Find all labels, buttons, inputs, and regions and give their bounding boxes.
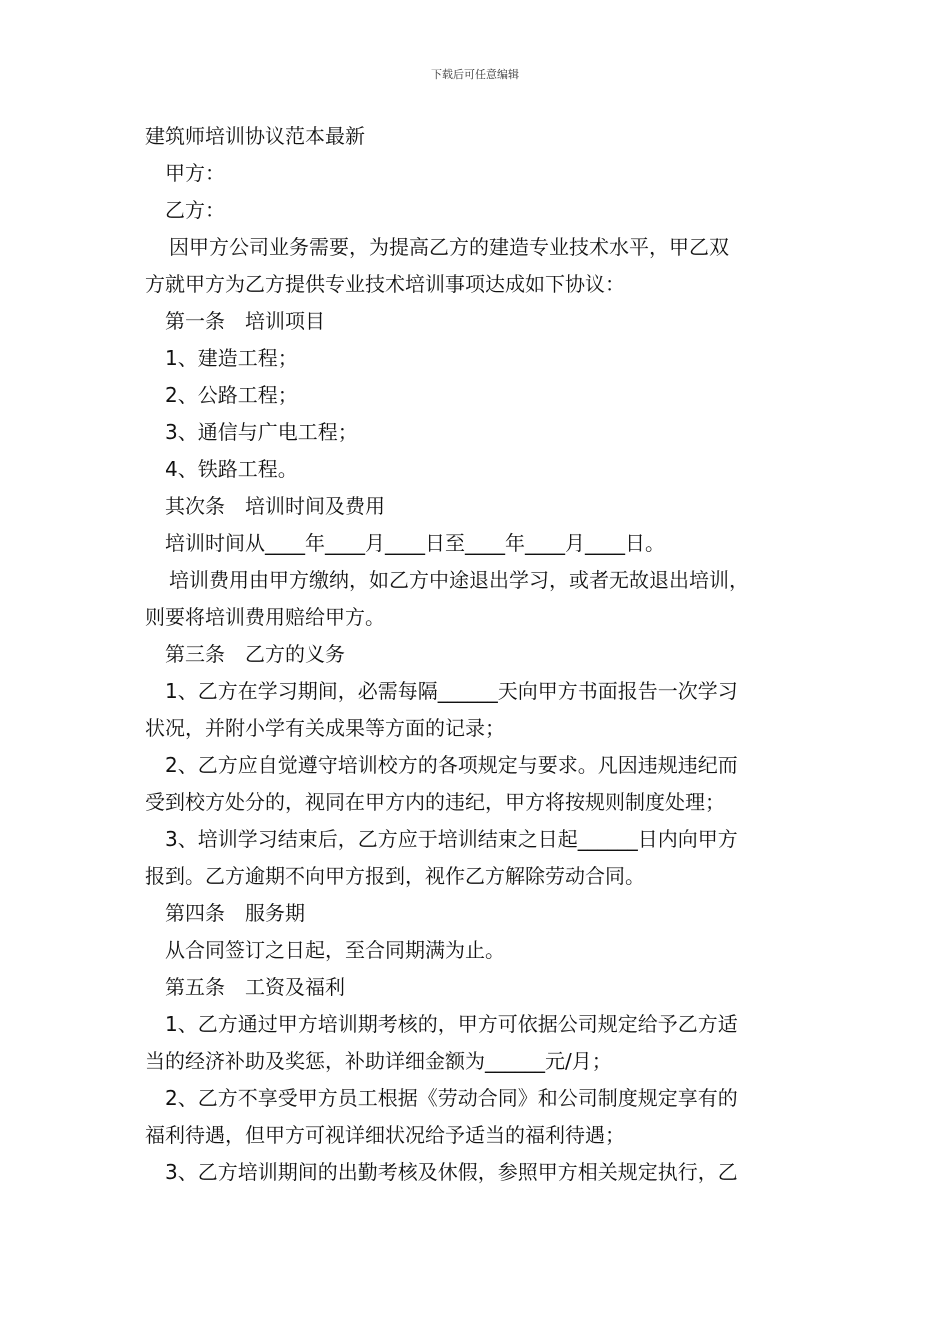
article-5-heading: 第五条 工资及福利 — [165, 975, 345, 999]
article-1-item: 3、通信与广电工程； — [165, 420, 358, 444]
article-1-item: 4、铁路工程。 — [165, 457, 298, 481]
article-3-item-3-line-2: 报到。乙方逾期不向甲方报到，视作乙方解除劳动合同。 — [145, 864, 645, 888]
intro-line-1: 因甲方公司业务需要，为提高乙方的建造专业技术水平，甲乙双 — [169, 235, 729, 259]
article-5-item-3-line-1: 3、乙方培训期间的出勤考核及休假，参照甲方相关规定执行，乙 — [165, 1160, 738, 1184]
article-3-item-2-line-1: 2、乙方应自觉遵守培训校方的各项规定与要求。凡因违规违纪而 — [165, 753, 738, 777]
article-2-time: 培训时间从____年____月____日至____年____月____日。 — [165, 531, 665, 555]
article-4-text: 从合同签订之日起，至合同期满为止。 — [165, 938, 505, 962]
article-4-heading: 第四条 服务期 — [165, 901, 305, 925]
article-2-fee-line-2: 则要将培训费用赔给甲方。 — [145, 605, 385, 629]
article-5-item-2-line-1: 2、乙方不享受甲方员工根据《劳动合同》和公司制度规定享有的 — [165, 1086, 738, 1110]
article-3-item-2-line-2: 受到校方处分的，视同在甲方内的违纪，甲方将按规则制度处理； — [145, 790, 725, 814]
article-5-item-2-line-2: 福利待遇，但甲方可视详细状况给予适当的福利待遇； — [145, 1123, 625, 1147]
article-2-fee-line-1: 培训费用由甲方缴纳，如乙方中途退出学习，或者无故退出培训， — [169, 568, 749, 592]
document-body — [145, 118, 815, 1191]
article-1-item: 1、建造工程； — [165, 346, 298, 370]
intro-line-2: 方就甲方为乙方提供专业技术培训事项达成如下协议： — [145, 272, 625, 296]
article-1-heading: 第一条 培训项目 — [165, 309, 325, 333]
article-3-item-1-line-2: 状况，并附小学有关成果等方面的记录； — [145, 716, 505, 740]
article-3-item-3-line-1: 3、培训学习结束后，乙方应于培训结束之日起______日内向甲方 — [165, 827, 738, 851]
article-5-item-1-line-1: 1、乙方通过甲方培训期考核的，甲方可依据公司规定给予乙方适 — [165, 1012, 738, 1036]
article-1-item: 2、公路工程； — [165, 383, 298, 407]
article-3-item-1-line-1: 1、乙方在学习期间，必需每隔______天向甲方书面报告一次学习 — [165, 679, 738, 703]
article-5-item-1-line-2: 当的经济补助及奖惩，补助详细金额为______元/月； — [145, 1049, 612, 1073]
party-b-line: 乙方： — [165, 198, 225, 222]
party-a-line: 甲方： — [165, 161, 225, 185]
page-header: 下载后可任意编辑 — [431, 68, 519, 81]
article-2-heading: 其次条 培训时间及费用 — [165, 494, 385, 518]
article-3-heading: 第三条 乙方的义务 — [165, 642, 345, 666]
document-title: 建筑师培训协议范本最新 — [145, 124, 365, 148]
